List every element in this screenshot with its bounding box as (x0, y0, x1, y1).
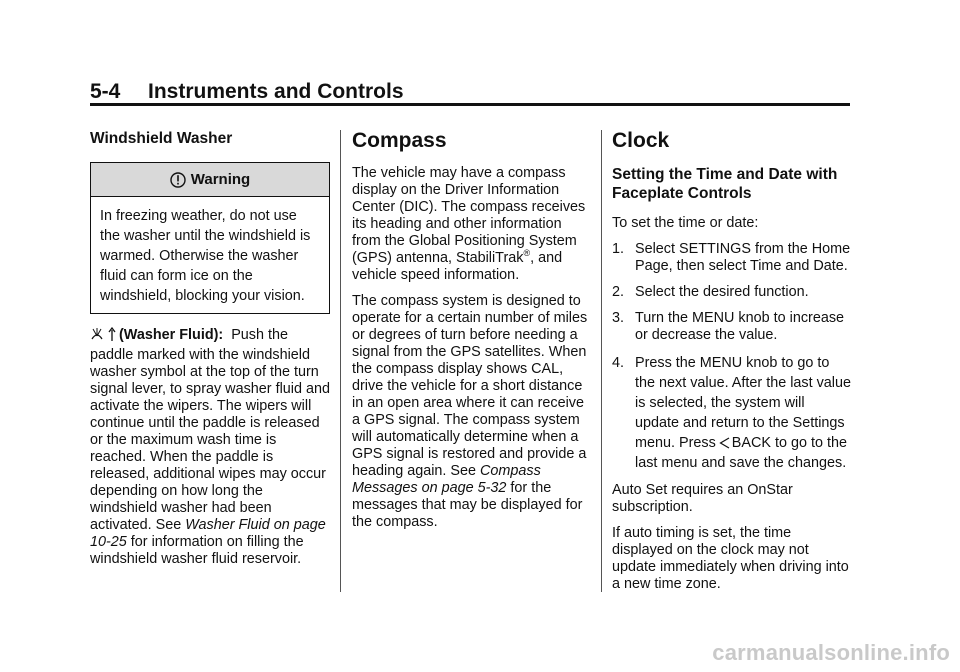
compass-p1-text: The vehicle may have a compass display on the Driver Information Center (DIC). The compass receives its heading and other information from the Global Positioning System (GPS) antenna, StabiliTrak (352, 165, 586, 266)
compass-heading: Compass (352, 129, 447, 152)
list-item (612, 284, 852, 301)
step-text-end: BACK to go to the last menu and save the changes. (635, 435, 847, 471)
clock-intro: To set the time or date: (612, 215, 759, 231)
washer-fluid-icons (90, 327, 116, 347)
warning-box (90, 162, 330, 314)
back-icon (719, 437, 730, 449)
step-text: Turn the MENU knob to increase or decrease the value. (635, 310, 845, 343)
step-number: 3. (612, 310, 625, 326)
column-clock (612, 122, 852, 602)
step-number: 2. (612, 284, 625, 300)
column-windshield-washer (90, 122, 330, 577)
auto-timing-paragraph: If auto timing is set, the time displayed on the clock may not update immediately when driving into a new time zone. (612, 525, 849, 592)
washer-heading: Windshield Washer (90, 130, 233, 147)
clock-steps (612, 241, 852, 473)
washer-fluid-reference: Washer Fluid on page 10-25 (90, 517, 326, 550)
watermark: carmanualsonline.info (712, 640, 950, 665)
header-rule (90, 103, 850, 106)
compass-p1-end: , and vehicle speed information. (352, 250, 563, 283)
compass-paragraph-1 (352, 165, 592, 284)
warning-icon (170, 172, 186, 188)
registered-mark: ® (523, 248, 531, 259)
step-number: 4. (612, 355, 625, 371)
washer-fluid-label: (Washer Fluid): (119, 327, 224, 343)
step-text: Press the MENU knob to go to the next value. After the last value is selected, the system will update and return to the Settings menu. Press (635, 355, 851, 451)
step-text: Select SETTINGS from the Home Page, then select Time and Date. (635, 241, 851, 274)
step-text: Select the desired function. (635, 284, 809, 300)
autoset-paragraph: Auto Set requires an OnStar subscription. (612, 482, 793, 515)
washer-body-2: for information on filling the windshield washer fluid reservoir. (90, 534, 304, 567)
compass-paragraph-2 (352, 293, 592, 531)
list-item (612, 310, 852, 344)
compass-messages-reference: Compass Messages on page 5-32 (352, 463, 541, 496)
list-item (612, 241, 852, 275)
washer-spray-icon (90, 327, 104, 342)
section-title: Instruments and Controls (148, 80, 404, 103)
paddle-push-icon (108, 327, 116, 342)
page-number: 5-4 (90, 80, 121, 103)
column-divider-2 (601, 130, 602, 592)
washer-body-1: Push the paddle marked with the windshield washer symbol at the top of the turn signal lever, to spray washer fluid and activate the wipers. The wipers will continue until the paddle is released or the maximum wash time is reached. When the paddle is released, additional wipes may occur depending on how long the windshield washer had been activated. See (90, 327, 330, 533)
compass-p2-end: for the messages that may be displayed for the compass. (352, 480, 583, 530)
list-item (612, 353, 852, 473)
warning-text: In freezing weather, do not use the washer until the windshield is warmed. Otherwise the washer fluid can form ice on the windshield, blocking your vision. (100, 208, 311, 304)
clock-subheading: Setting the Time and Date with Faceplate Controls (612, 166, 838, 202)
column-divider-1 (340, 130, 341, 592)
clock-heading: Clock (612, 129, 670, 152)
step-number: 1. (612, 241, 625, 257)
warning-title: Warning (190, 171, 251, 188)
column-compass (352, 122, 592, 540)
warning-header (91, 163, 329, 197)
compass-p2-text: The compass system is designed to operate for a certain number of miles or degrees of turn before needing a signal from the GPS satellites. When the compass display shows CAL, drive the vehicle for a short distance in an open area where it can receive a GPS signal. The compass system will automatically determine when a GPS signal is restored and provide a heading again. See (352, 293, 588, 479)
washer-fluid-paragraph (90, 327, 330, 568)
